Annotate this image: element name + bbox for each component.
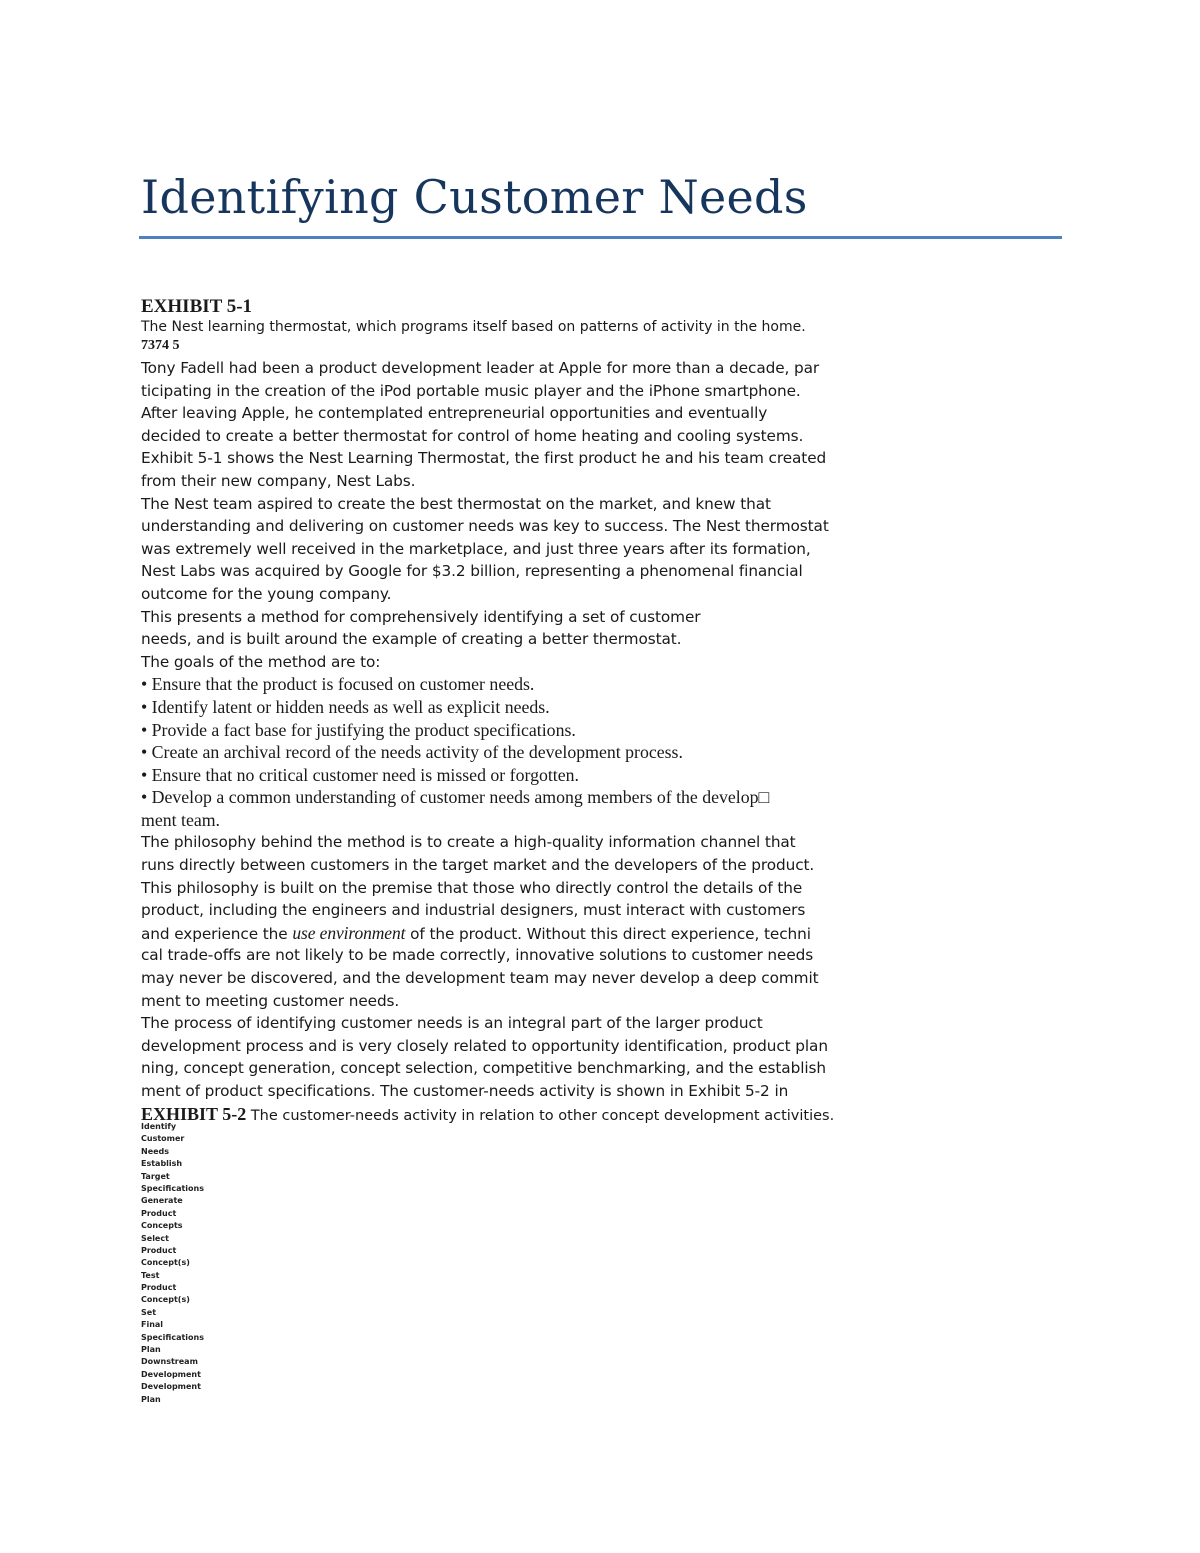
diagram-label: Downstream: [141, 1357, 198, 1367]
text-line: [141, 402, 1071, 425]
text-run: of the product. Without this direct experience, techni: [405, 924, 811, 943]
text-line: [141, 380, 1071, 403]
text-line: [141, 1012, 1071, 1035]
diagram-label: Final: [141, 1320, 164, 1330]
diagram-label: Select: [141, 1233, 169, 1243]
exhibit-5-1-caption: The Nest learning thermostat, which programs itself based on patterns of activity in the home.: [141, 319, 806, 335]
diagram-label: Identify: [141, 1122, 177, 1131]
text-run: ment to meeting customer needs.: [141, 991, 400, 1010]
diagram-label: Concept(s): [141, 1258, 190, 1268]
text-line: [141, 357, 1071, 380]
diagram-label: Concepts: [141, 1221, 183, 1231]
text-run: cal trade-offs are not likely to be made correctly, innovative solutions to customer needs: [141, 946, 814, 965]
text-line: [141, 967, 1071, 990]
body-text: [141, 357, 1071, 1125]
text-line: [141, 651, 1071, 674]
exhibit-5-2-diagram-labels: [141, 1121, 204, 1406]
text-run: needs, and is built around the example of creating a better thermostat.: [141, 630, 682, 649]
text-line: [141, 719, 1071, 742]
page-title: Identifying Customer Needs: [141, 170, 808, 224]
text-run: product, including the engineers and industrial designers, must interact with customers: [141, 901, 806, 920]
diagram-label: Specifications: [141, 1183, 204, 1193]
text-line: [141, 515, 1071, 538]
diagram-label: Specifications: [141, 1332, 204, 1342]
text-run: decided to create a better thermostat for control of home heating and cooling systems.: [141, 426, 804, 445]
text-line: [141, 1080, 1071, 1103]
diagram-label: Needs: [141, 1146, 170, 1156]
diagram-label: Establish: [141, 1159, 183, 1169]
text-line: [141, 673, 1071, 696]
text-run: may never be discovered, and the development team may never develop a deep commit: [141, 969, 819, 988]
page-number: 7374 5: [141, 338, 180, 353]
text-run: • Provide a fact base for justifying the product specifications.: [141, 719, 576, 740]
text-line: [141, 628, 1071, 651]
text-run: This philosophy is built on the premise that those who directly control the details of the: [141, 878, 803, 897]
diagram-label: Target: [141, 1171, 170, 1181]
text-run: • Develop a common understanding of customer needs among members of the develop□: [141, 787, 770, 808]
text-line: [141, 922, 1071, 945]
text-line: [141, 786, 1071, 809]
text-line: [141, 854, 1071, 877]
text-run: The process of identifying customer needs is an integral part of the larger product: [141, 1014, 763, 1033]
text-run: outcome for the young company.: [141, 584, 392, 603]
text-run: Tony Fadell had been a product development leader at Apple for more than a decade, par: [141, 359, 820, 377]
text-line: [141, 877, 1071, 900]
diagram-label: Generate: [141, 1196, 183, 1206]
text-line: [141, 1103, 1071, 1126]
text-run: ment team.: [141, 809, 220, 830]
exhibit-5-1-label: EXHIBIT 5-1: [141, 296, 253, 317]
text-run: was extremely well received in the marketplace, and just three years after its formation,: [141, 539, 811, 558]
exhibit-5-2-label: EXHIBIT 5-2: [141, 1103, 247, 1124]
text-line: [141, 809, 1071, 832]
text-line: [141, 1057, 1071, 1080]
text-run: After leaving Apple, he contemplated entrepreneurial opportunities and eventually: [141, 404, 768, 423]
text-run: • Identify latent or hidden needs as well as explicit needs.: [141, 696, 550, 717]
text-run: The Nest team aspired to create the best thermostat on the market, and knew that: [141, 494, 771, 513]
emphasis-text: use environment: [292, 922, 406, 943]
text-line: [141, 696, 1071, 719]
text-run: Exhibit 5-1 shows the Nest Learning Thermostat, the first product he and his team created: [141, 449, 827, 468]
diagram-label: Product: [141, 1283, 177, 1293]
text-run: The goals of the method are to:: [141, 652, 381, 671]
text-line: [141, 741, 1071, 764]
diagram-label: Product: [141, 1245, 177, 1255]
text-line: [141, 493, 1071, 516]
text-line: [141, 899, 1071, 922]
text-run: runs directly between customers in the target market and the developers of the product.: [141, 856, 815, 875]
text-run: ment of product specifications. The customer-needs activity is shown in Exhibit 5-2 in: [141, 1082, 789, 1100]
diagram-label: Plan: [141, 1394, 161, 1404]
title-underline: [139, 236, 1062, 239]
diagram-label: Set: [141, 1307, 157, 1317]
diagram-label: Product: [141, 1208, 177, 1218]
diagram-label: Development: [141, 1382, 201, 1392]
text-run: understanding and delivering on customer needs was key to success. The Nest thermostat: [141, 517, 829, 536]
text-run: from their new company, Nest Labs.: [141, 471, 416, 490]
exhibit-5-2-caption: The customer-needs activity in relation to other concept development activities.: [246, 1107, 835, 1124]
text-run: development process and is very closely related to opportunity identification, product plan: [141, 1036, 828, 1055]
text-run: and experience the: [141, 924, 293, 943]
text-line: [141, 606, 1071, 629]
diagram-label: Customer: [141, 1134, 185, 1144]
text-run: Nest Labs was acquired by Google for $3.2 billion, representing a phenomenal financial: [141, 562, 803, 581]
diagram-label: Test: [141, 1270, 160, 1280]
diagram-label: Concept(s): [141, 1295, 190, 1305]
diagram-label: Development: [141, 1369, 201, 1379]
text-line: [141, 944, 1071, 967]
text-line: [141, 425, 1071, 448]
text-line: [141, 831, 1071, 854]
text-run: ning, concept generation, concept selection, competitive benchmarking, and the establish: [141, 1059, 826, 1078]
text-line: [141, 470, 1071, 493]
text-line: [141, 447, 1071, 470]
text-line: [141, 538, 1071, 561]
text-run: The philosophy behind the method is to create a high-quality information channel that: [141, 833, 796, 852]
diagram-label: Plan: [141, 1345, 161, 1355]
text-run: ticipating in the creation of the iPod portable music player and the iPhone smartphone.: [141, 381, 801, 400]
text-line: [141, 1035, 1071, 1058]
text-line: [141, 583, 1071, 606]
text-run: • Ensure that no critical customer need is missed or forgotten.: [141, 764, 579, 785]
text-line: [141, 764, 1071, 787]
text-run: • Ensure that the product is focused on customer needs.: [141, 674, 535, 695]
text-run: • Create an archival record of the needs activity of the development process.: [141, 742, 683, 763]
text-line: [141, 560, 1071, 583]
text-line: [141, 990, 1071, 1013]
text-run: This presents a method for comprehensively identifying a set of customer: [141, 607, 701, 626]
